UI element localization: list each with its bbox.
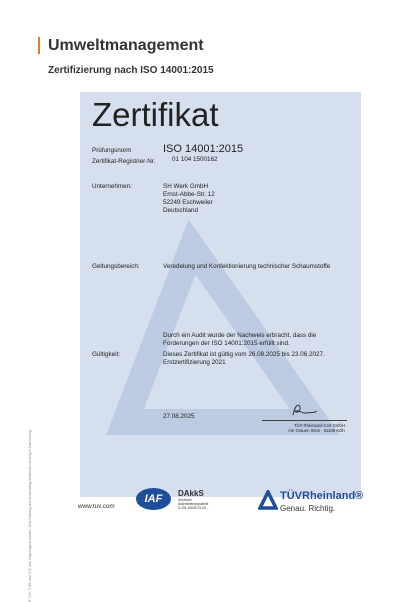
trademark-note: ® TÜV, TUEV und TUV sind eingetragene Marken. Eine Nutzung und Verwendung bedarf der vorherigen Zustimmung. (28, 429, 32, 602)
page-title: Umweltmanagement (48, 37, 204, 54)
standard-value: ISO 14001:2015 (163, 143, 244, 155)
tuv-triangle-icon (258, 490, 278, 510)
dakks-sub-line: Deutsche (178, 498, 192, 502)
scope-label: Geltungsbereich: (92, 263, 140, 270)
iaf-logo: IAF (136, 488, 171, 510)
dakks-sub-line: D-ZM-16029-01-00 (178, 506, 207, 510)
dakks-logo (178, 489, 208, 510)
company-label: Unternehmen: (92, 183, 132, 190)
company-country: Deutschland (163, 207, 199, 214)
issue-date: 27.08.2025 (163, 413, 195, 420)
signature (290, 402, 320, 418)
scope-value: Veredelung und Konfektionierung technischer Schaumstoffe (163, 263, 331, 270)
validity-line: Dieses Zertifikat ist gültig vom 26.08.2025 bis 23.06.2027. (163, 351, 325, 358)
first-certification: Erstzertifizierung 2021 (163, 359, 226, 366)
website-link[interactable]: www.tuv.com (78, 503, 115, 510)
issuer-street: Am Grauen Stein · 51105 Köln (288, 428, 345, 433)
registration-number: 01 104 1500162 (172, 156, 218, 163)
issuer-name: TÜV Rheinland Cert GmbH (294, 423, 345, 428)
page-subtitle: Zertifizierung nach ISO 14001:2015 (48, 65, 214, 76)
standard-label: Prüfungsnorm (92, 147, 132, 154)
signature-line (262, 420, 347, 421)
company-city: 52249 Eschweiler (163, 199, 213, 206)
certificate-title: Zertifikat (92, 96, 219, 133)
issuer-address (288, 423, 345, 433)
company-address (163, 183, 215, 215)
validity-label: Gültigkeit: (92, 351, 120, 358)
audit-line: Forderungen der ISO 14001:2015 erfüllt sind. (163, 340, 290, 347)
tuv-wordmark: TÜVRheinland® (280, 490, 364, 502)
registration-label: Zertifikat-Registrier-Nr. (92, 158, 156, 165)
tuv-slogan: Genau. Richtig. (280, 504, 336, 513)
company-street: Ernst-Abbe-Str. 12 (163, 191, 215, 198)
dakks-wordmark: DAkkS (178, 489, 204, 498)
audit-statement (163, 332, 316, 348)
dakks-sub-line: Akkreditierungsstelle (178, 502, 209, 506)
company-name: SH Werk GmbH (163, 183, 209, 190)
audit-line: Durch ein Audit wurde der Nachweis erbracht, dass die (163, 332, 317, 339)
validity-text (163, 351, 325, 367)
accent-bar (38, 37, 40, 54)
